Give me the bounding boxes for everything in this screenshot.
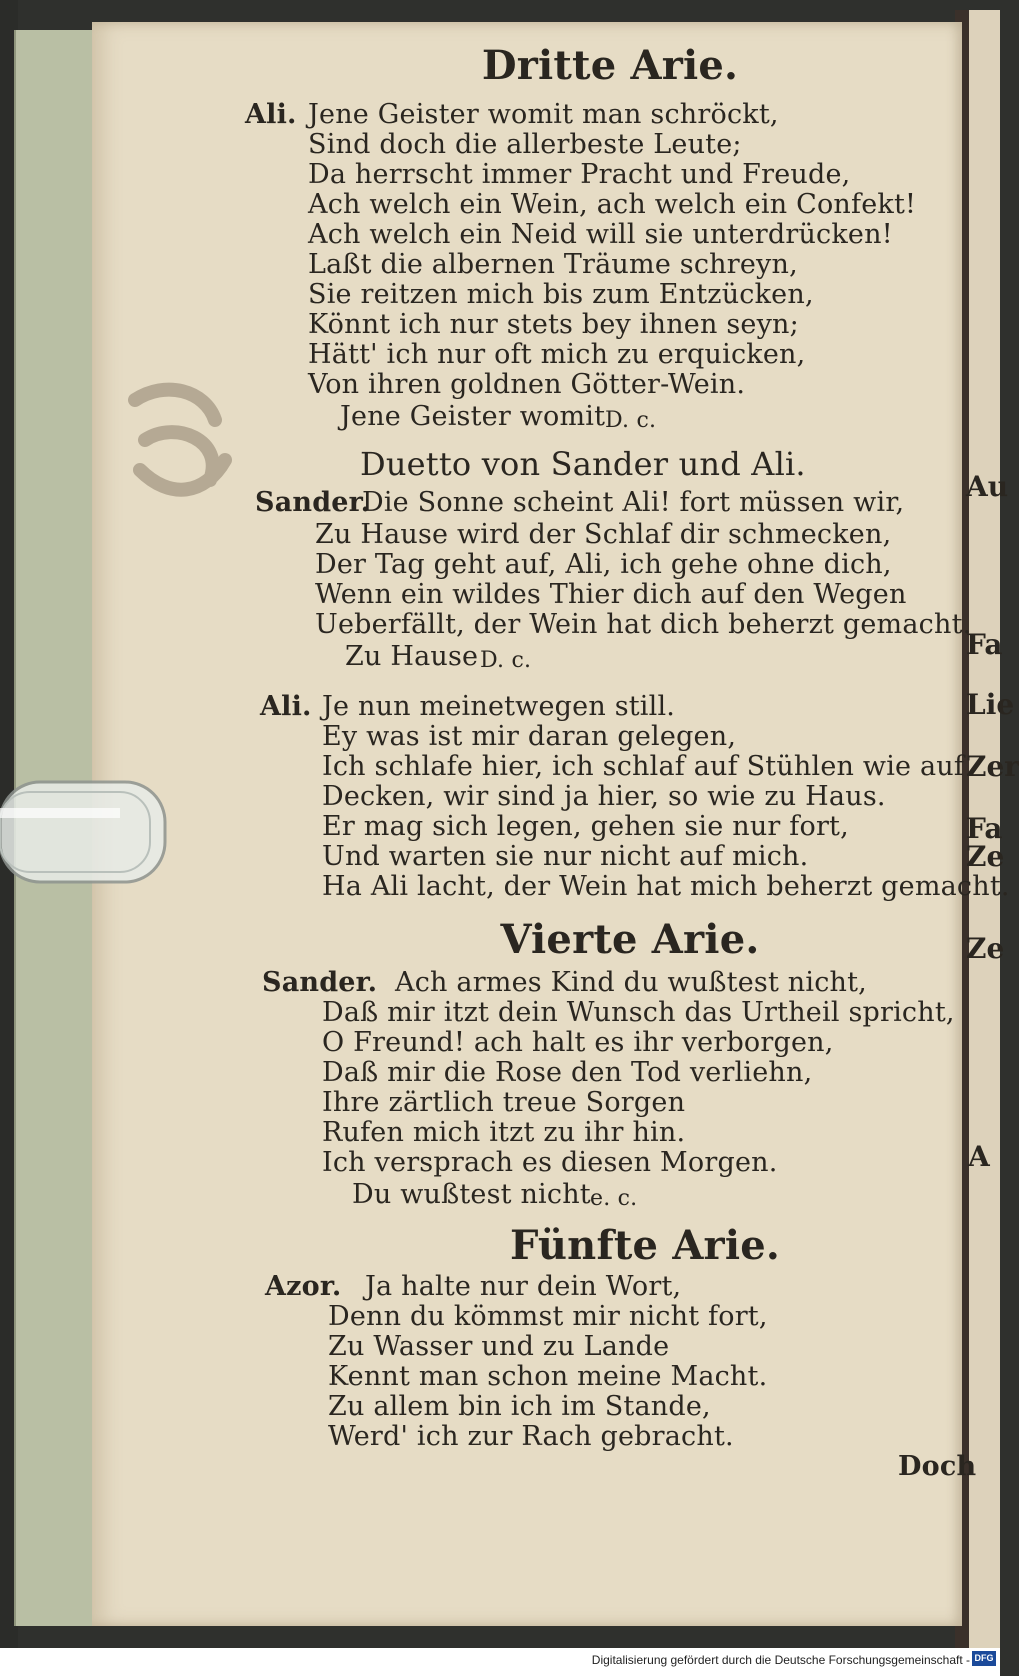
verse-line: Und warten sie nur nicht auf mich. — [322, 841, 809, 872]
dacapo-line: Du wußtest nicht — [352, 1179, 591, 1210]
facing-page-fragment: Fa — [966, 628, 1003, 661]
facing-page-fragment: Fa — [966, 812, 1003, 845]
verse-line: Je nun meinetwegen still. — [322, 691, 676, 722]
verse-line: Laßt die albernen Träume schreyn, — [308, 249, 798, 280]
verse-line: Kennt man schon meine Macht. — [328, 1361, 768, 1392]
verse-line: Zu Wasser und zu Lande — [328, 1331, 670, 1362]
verse-line: Ich versprach es diesen Morgen. — [322, 1147, 778, 1178]
verse-line: Ach welch ein Neid will sie unterdrücken! — [308, 219, 893, 250]
verse-line: Ihre zärtlich treue Sorgen — [322, 1087, 686, 1118]
verse-line: Zu Hause wird der Schlaf dir schmecken, — [315, 519, 892, 550]
dfg-logo: DFG — [972, 1651, 996, 1666]
verse-line: O Freund! ach halt es ihr verborgen, — [322, 1027, 834, 1058]
dacapo-mark: D. c. — [605, 408, 657, 433]
verse-line: Ey was ist mir daran gelegen, — [322, 721, 737, 752]
footer-credit: Digitalisierung gefördert durch die Deutsche Forschungsgemeinschaft - — [591, 1653, 970, 1667]
verse-line: Könnt ich nur stets bey ihnen seyn; — [308, 309, 799, 340]
heading-vierte-arie: Vierte Arie. — [500, 916, 760, 963]
verse-line: Daß mir die Rose den Tod verliehn, — [322, 1057, 813, 1088]
verse-line: Wenn ein wildes Thier dich auf den Wegen — [315, 579, 907, 610]
verse-line: Daß mir itzt dein Wunsch das Urtheil spricht, — [322, 997, 955, 1028]
verse-line: Ha Ali lacht, der Wein hat mich beherzt gemacht. — [322, 871, 1010, 902]
heading-duetto: Duetto von Sander und Ali. — [360, 445, 806, 483]
facing-page-fragment: Lie — [966, 688, 1015, 721]
dacapo-line: Zu Hause — [345, 641, 479, 672]
verse-line: Ueberfällt, der Wein hat dich beherzt gemacht. — [315, 609, 972, 640]
verse-line: Ja halte nur dein Wort, — [365, 1271, 682, 1302]
dacapo-mark: e. c. — [590, 1186, 638, 1211]
heading-dritte-arie: Dritte Arie. — [481, 42, 739, 89]
verse-line: Er mag sich legen, gehen sie nur fort, — [322, 811, 849, 842]
verse-line: Der Tag geht auf, Ali, ich gehe ohne dich, — [315, 549, 892, 580]
speaker-sander: Sander. — [255, 487, 371, 518]
verse-line: Hätt' ich nur oft mich zu erquicken, — [308, 339, 806, 370]
speaker-ali: Ali. — [245, 99, 297, 130]
facing-page-fragment: Zer — [966, 750, 1019, 783]
verse-line: Jene Geister womit man schröckt, — [308, 99, 779, 130]
verse-line: Ich schlafe hier, ich schlaf auf Stühlen wie auf — [322, 751, 965, 782]
dacapo-line: Jene Geister womit — [340, 401, 606, 432]
facing-page-fragment: Au — [966, 470, 1009, 503]
footer-bar — [0, 1648, 1000, 1676]
dacapo-mark: D. c. — [480, 648, 532, 673]
verse-line: Sind doch die allerbeste Leute; — [308, 129, 742, 160]
verse-line: Zu allem bin ich im Stande, — [328, 1391, 711, 1422]
verse-line: Ach welch ein Wein, ach welch ein Confekt! — [308, 189, 917, 220]
verse-line: Werd' ich zur Rach gebracht. — [328, 1421, 734, 1452]
catchword: Doch — [898, 1451, 977, 1482]
heading-fuenfte-arie: Fünfte Arie. — [510, 1222, 780, 1269]
library-stamp-mark — [115, 360, 245, 510]
verse-line: Rufen mich itzt zu ihr hin. — [322, 1117, 686, 1148]
verse-line: Die Sonne scheint Ali! fort müssen wir, — [362, 487, 905, 518]
verse-line: Ach armes Kind du wußtest nicht, — [395, 967, 867, 998]
verse-line: Decken, wir sind ja hier, so wie zu Haus. — [322, 781, 886, 812]
speaker-ali: Ali. — [260, 691, 312, 722]
verse-line: Da herrscht immer Pracht und Freude, — [308, 159, 851, 190]
page-clip — [0, 768, 175, 896]
facing-page-fragment: Ze — [966, 932, 1005, 965]
speaker-azor: Azor. — [265, 1271, 342, 1302]
verse-line: Denn du kömmst mir nicht fort, — [328, 1301, 768, 1332]
facing-page-fragment: Ze — [966, 840, 1005, 873]
verse-line: Sie reitzen mich bis zum Entzücken, — [308, 279, 814, 310]
speaker-sander: Sander. — [262, 967, 378, 998]
verse-line: Von ihren goldnen Götter-Wein. — [308, 369, 746, 400]
facing-page-fragment: A — [968, 1140, 990, 1173]
